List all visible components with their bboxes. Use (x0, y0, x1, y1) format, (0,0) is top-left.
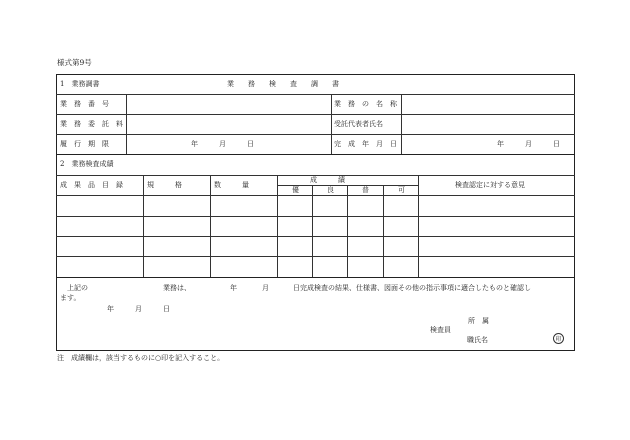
column-line (143, 175, 144, 277)
grade-excellent: 優 (292, 186, 299, 194)
position-name-label: 職氏名 (467, 336, 488, 344)
completion-date: 年 月 日 (497, 140, 560, 148)
confirmation-month: 月 (262, 284, 269, 292)
grade-pass: 可 (398, 186, 405, 194)
column-line (312, 185, 313, 277)
column-line (210, 175, 211, 277)
contract-fee-label: 業 務 委 託 料 (60, 120, 123, 128)
section-divider (56, 277, 575, 278)
form-title: 業 務 検 査 調 書 (227, 80, 339, 88)
grade-average: 普 (362, 186, 369, 194)
confirmation-year: 年 (230, 284, 237, 292)
column-line (277, 175, 278, 277)
grade-good: 良 (327, 186, 334, 194)
column-line (331, 94, 332, 154)
footnote: 注 成績欄は，該当するものに○印を記入すること。 (57, 354, 225, 362)
column-line (418, 175, 419, 277)
deadline-date: 年 月 日 (191, 140, 254, 148)
confirmation-body: 日完成検査の結果、仕様書、図面その他の指示事項に適合したものと確認し (293, 284, 531, 292)
business-name-label: 業 務 の 名 称 (334, 100, 397, 108)
confirmation-tail: ます。 (60, 294, 81, 302)
row-line (56, 195, 575, 196)
section2-label: 2 業務検査成績 (60, 160, 114, 168)
completion-date-label: 完 成 年 月 日 (334, 140, 397, 148)
row-line (56, 256, 575, 257)
section1-label: 1 業務調書 (60, 80, 100, 88)
spec-header: 規 格 (147, 181, 182, 189)
product-list-header: 成 果 品 目 録 (60, 181, 123, 189)
business-number-label: 業 務 番 号 (60, 100, 109, 108)
column-line (126, 94, 127, 154)
grade-header: 成 績 (310, 176, 345, 184)
contractor-name-label: 受託代表者氏名 (334, 120, 383, 128)
row-line (56, 236, 575, 237)
row-line (56, 134, 575, 135)
section-divider (56, 154, 575, 155)
column-line (347, 185, 348, 277)
opinion-header: 検査認定に対する意見 (455, 181, 525, 189)
affiliation-label: 所 属 (468, 317, 489, 325)
quantity-header: 数 量 (214, 181, 249, 189)
column-line (401, 94, 402, 154)
deadline-label: 履 行 期 限 (60, 140, 109, 148)
row-line (56, 216, 575, 217)
seal-mark: 印 (553, 333, 564, 344)
inspector-label: 検査員 (430, 326, 451, 334)
form-number: 様式第9号 (57, 58, 92, 67)
row-line (56, 114, 575, 115)
confirmation-lead: 上記の (67, 284, 88, 292)
confirmation-date: 年 月 日 (107, 305, 170, 313)
confirmation-business: 業務は、 (163, 284, 191, 292)
column-line (383, 185, 384, 277)
row-line (56, 94, 575, 95)
